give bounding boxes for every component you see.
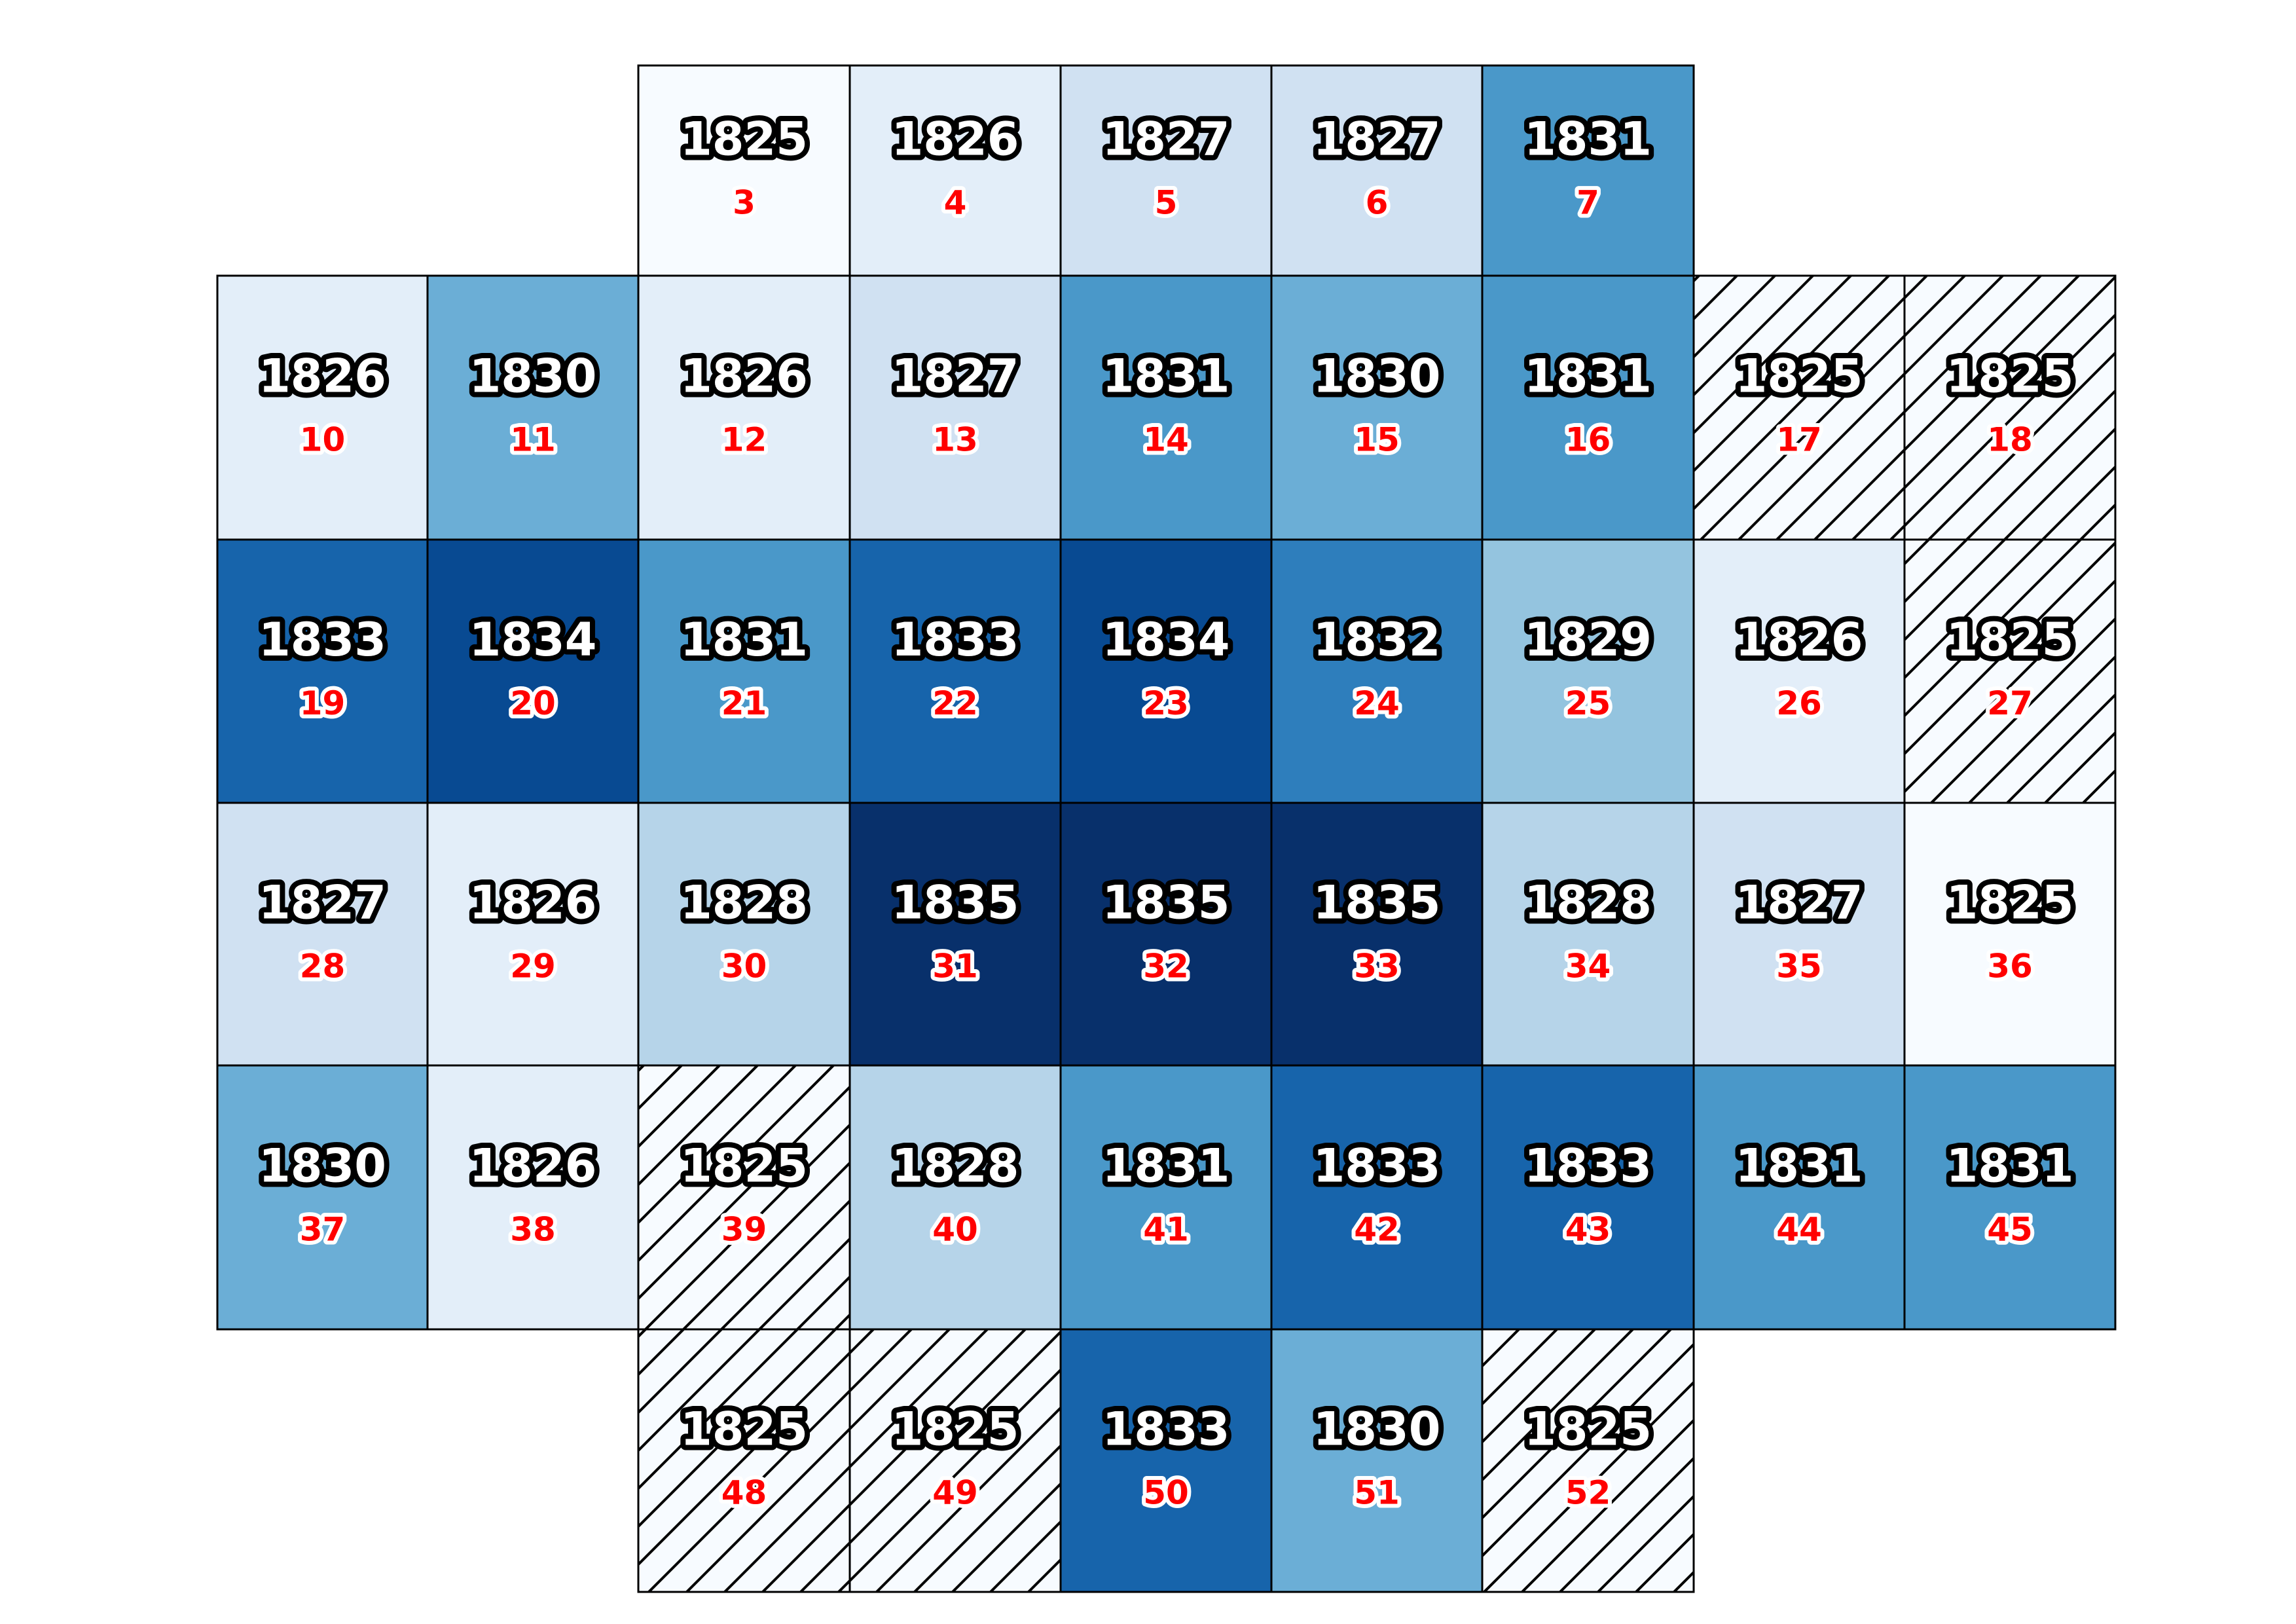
- cell-fill-21: [638, 540, 850, 803]
- cell-year-label-44: 1831: [1735, 1139, 1863, 1193]
- cell-year-label-25: 1829: [1524, 613, 1652, 667]
- cell-id-label-30: 30: [721, 947, 767, 986]
- cell-fill-20: [428, 540, 638, 803]
- cell-year-label-50: 1833: [1102, 1402, 1230, 1456]
- heatmap-cell-39: [638, 1065, 850, 1329]
- cell-year-label-42: 1833: [1313, 1139, 1441, 1193]
- cell-fill-42: [1271, 1065, 1482, 1329]
- heatmap-cell-25: [1482, 540, 1694, 803]
- cell-fill-14: [1061, 276, 1271, 540]
- cell-year-label-40: 1828: [891, 1139, 1019, 1193]
- cell-hatch-18: [1904, 276, 2115, 540]
- cell-fill-36: [1904, 803, 2115, 1065]
- cell-fill-44: [1694, 1065, 1904, 1329]
- heatmap-cell-36: [1904, 803, 2115, 1065]
- cell-year-label-12: 1826: [680, 349, 808, 403]
- heatmap-cell-33: [1271, 803, 1482, 1065]
- cell-fill-4: [850, 65, 1061, 276]
- cell-year-label-35: 1827: [1735, 876, 1863, 930]
- heatmap-cell-17: [1694, 276, 1904, 540]
- cell-id-label-22: 22: [932, 684, 978, 722]
- cell-id-label-27: 27: [1987, 684, 2033, 722]
- heatmap-cell-18: [1904, 276, 2115, 540]
- heatmap-cell-41: [1061, 1065, 1271, 1329]
- cell-fill-32: [1061, 803, 1271, 1065]
- cell-id-label-14: 14: [1143, 420, 1189, 459]
- heatmap-cell-40: [850, 1065, 1061, 1329]
- cell-id-label-38: 38: [510, 1210, 556, 1249]
- cell-fill-6: [1271, 65, 1482, 276]
- cell-fill-51: [1271, 1329, 1482, 1592]
- cell-id-label-24: 24: [1354, 684, 1400, 722]
- heatmap-cell-51: [1271, 1329, 1482, 1592]
- heatmap-cell-24: [1271, 540, 1482, 803]
- heatmap-cell-14: [1061, 276, 1271, 540]
- cell-id-label-15: 15: [1354, 420, 1400, 459]
- cell-year-label-4: 1826: [891, 112, 1019, 166]
- cell-year-label-3: 1825: [680, 112, 808, 166]
- heatmap-cells: [217, 65, 2115, 1592]
- heatmap-cell-37: [217, 1065, 428, 1329]
- cell-fill-11: [428, 276, 638, 540]
- cell-year-label-43: 1833: [1524, 1139, 1652, 1193]
- cell-id-label-48: 48: [721, 1473, 767, 1512]
- cell-year-label-31: 1835: [891, 876, 1019, 930]
- cell-year-label-10: 1826: [259, 349, 386, 403]
- heatmap-cell-50: [1061, 1329, 1271, 1592]
- cell-year-label-22: 1833: [891, 613, 1019, 667]
- cell-id-label-20: 20: [510, 684, 556, 722]
- heatmap-cell-44: [1694, 1065, 1904, 1329]
- cell-id-label-5: 5: [1154, 183, 1178, 222]
- cell-fill-7: [1482, 65, 1694, 276]
- cell-year-label-14: 1831: [1102, 349, 1230, 403]
- heatmap-cell-22: [850, 540, 1061, 803]
- cell-year-label-5: 1827: [1102, 112, 1230, 166]
- cell-year-label-21: 1831: [680, 613, 808, 667]
- heatmap-cell-49: [850, 1329, 1061, 1592]
- cell-id-label-26: 26: [1776, 684, 1822, 722]
- cell-fill-29: [428, 803, 638, 1065]
- heatmap-cell-48: [638, 1329, 850, 1592]
- cell-id-label-42: 42: [1354, 1210, 1400, 1249]
- cell-id-label-17: 17: [1776, 420, 1822, 459]
- cell-fill-33: [1271, 803, 1482, 1065]
- cell-fill-41: [1061, 1065, 1271, 1329]
- heatmap-cell-52: [1482, 1329, 1694, 1592]
- cell-year-label-7: 1831: [1524, 112, 1652, 166]
- cell-fill-34: [1482, 803, 1694, 1065]
- heatmap-cell-19: [217, 540, 428, 803]
- cell-fill-3: [638, 65, 850, 276]
- heatmap-cell-10: [217, 276, 428, 540]
- cell-id-label-51: 51: [1354, 1473, 1400, 1512]
- heatmap-cell-20: [428, 540, 638, 803]
- cell-fill-19: [217, 540, 428, 803]
- cell-year-label-37: 1830: [259, 1139, 386, 1193]
- cell-hatch-49: [850, 1329, 1061, 1592]
- cell-id-label-44: 44: [1776, 1210, 1822, 1249]
- cell-id-label-34: 34: [1565, 947, 1611, 986]
- heatmap-cell-29: [428, 803, 638, 1065]
- heatmap-cell-13: [850, 276, 1061, 540]
- cell-id-label-7: 7: [1576, 183, 1599, 222]
- cell-fill-5: [1061, 65, 1271, 276]
- heatmap-cell-6: [1271, 65, 1482, 276]
- cell-fill-24: [1271, 540, 1482, 803]
- cell-id-label-41: 41: [1143, 1210, 1189, 1249]
- heatmap-cell-38: [428, 1065, 638, 1329]
- heatmap-cell-4: [850, 65, 1061, 276]
- cell-year-label-18: 1825: [1946, 349, 2074, 403]
- cell-id-label-37: 37: [299, 1210, 346, 1249]
- heatmap-cell-32: [1061, 803, 1271, 1065]
- cell-year-label-17: 1825: [1735, 349, 1863, 403]
- cell-year-label-36: 1825: [1946, 876, 2074, 930]
- cell-id-label-33: 33: [1354, 947, 1400, 986]
- cell-id-label-10: 10: [299, 420, 346, 459]
- cell-year-label-41: 1831: [1102, 1139, 1230, 1193]
- cell-hatch-27: [1904, 540, 2115, 803]
- cell-id-label-35: 35: [1776, 947, 1822, 986]
- cell-year-label-20: 1834: [469, 613, 597, 667]
- cell-fill-10: [217, 276, 428, 540]
- cell-id-label-39: 39: [721, 1210, 767, 1249]
- cell-fill-13: [850, 276, 1061, 540]
- cell-fill-15: [1271, 276, 1482, 540]
- heatmap-cell-28: [217, 803, 428, 1065]
- cell-id-label-31: 31: [932, 947, 978, 986]
- cell-year-label-30: 1828: [680, 876, 808, 930]
- cell-year-label-11: 1830: [469, 349, 597, 403]
- cell-id-label-23: 23: [1143, 684, 1189, 722]
- cell-hatch-52: [1482, 1329, 1694, 1592]
- cell-id-label-3: 3: [733, 183, 756, 222]
- cell-year-label-26: 1826: [1735, 613, 1863, 667]
- cell-id-label-28: 28: [299, 947, 346, 986]
- cell-year-label-33: 1835: [1313, 876, 1441, 930]
- cell-id-label-52: 52: [1565, 1473, 1611, 1512]
- heatmap-cell-12: [638, 276, 850, 540]
- cell-hatch-39: [638, 1065, 850, 1329]
- cell-year-label-48: 1825: [680, 1402, 808, 1456]
- heatmap-cell-27: [1904, 540, 2115, 803]
- cell-id-label-16: 16: [1565, 420, 1611, 459]
- cell-fill-40: [850, 1065, 1061, 1329]
- cell-id-label-50: 50: [1143, 1473, 1189, 1512]
- cell-year-label-52: 1825: [1524, 1402, 1652, 1456]
- cell-fill-35: [1694, 803, 1904, 1065]
- cell-year-label-51: 1830: [1313, 1402, 1441, 1456]
- cell-year-label-45: 1831: [1946, 1139, 2074, 1193]
- cell-fill-26: [1694, 540, 1904, 803]
- cell-fill-38: [428, 1065, 638, 1329]
- heatmap-cell-3: [638, 65, 850, 276]
- cell-year-label-28: 1827: [259, 876, 386, 930]
- cell-id-label-43: 43: [1565, 1210, 1611, 1249]
- cell-year-label-27: 1825: [1946, 613, 2074, 667]
- cell-id-label-11: 11: [510, 420, 556, 459]
- heatmap-cell-7: [1482, 65, 1694, 276]
- cell-year-label-49: 1825: [891, 1402, 1019, 1456]
- heatmap-cell-31: [850, 803, 1061, 1065]
- cell-fill-43: [1482, 1065, 1694, 1329]
- cell-fill-37: [217, 1065, 428, 1329]
- cell-id-label-45: 45: [1987, 1210, 2033, 1249]
- cell-fill-12: [638, 276, 850, 540]
- heatmap-cell-23: [1061, 540, 1271, 803]
- heatmap-cell-30: [638, 803, 850, 1065]
- cell-year-label-6: 1827: [1313, 112, 1441, 166]
- cell-id-label-12: 12: [721, 420, 767, 459]
- cell-id-label-13: 13: [932, 420, 978, 459]
- cell-id-label-49: 49: [932, 1473, 978, 1512]
- heatmap-cell-11: [428, 276, 638, 540]
- cell-fill-23: [1061, 540, 1271, 803]
- cell-id-label-18: 18: [1987, 420, 2033, 459]
- cell-year-label-38: 1826: [469, 1139, 597, 1193]
- cell-year-label-16: 1831: [1524, 349, 1652, 403]
- cell-fill-16: [1482, 276, 1694, 540]
- cell-id-label-19: 19: [299, 684, 346, 722]
- heatmap-cell-45: [1904, 1065, 2115, 1329]
- heatmap-cell-35: [1694, 803, 1904, 1065]
- cell-fill-28: [217, 803, 428, 1065]
- cell-id-label-4: 4: [943, 183, 967, 222]
- heatmap-cell-34: [1482, 803, 1694, 1065]
- cell-fill-45: [1904, 1065, 2115, 1329]
- cell-year-label-39: 1825: [680, 1139, 808, 1193]
- heatmap-cell-16: [1482, 276, 1694, 540]
- cell-id-label-36: 36: [1987, 947, 2033, 986]
- cell-fill-31: [850, 803, 1061, 1065]
- heatmap-cell-21: [638, 540, 850, 803]
- cell-hatch-48: [638, 1329, 850, 1592]
- cell-id-label-6: 6: [1365, 183, 1389, 222]
- cell-id-label-32: 32: [1143, 947, 1189, 986]
- cell-fill-30: [638, 803, 850, 1065]
- heatmap-cell-5: [1061, 65, 1271, 276]
- cell-id-label-21: 21: [721, 684, 767, 722]
- cell-year-label-15: 1830: [1313, 349, 1441, 403]
- cell-id-label-25: 25: [1565, 684, 1611, 722]
- cell-id-label-29: 29: [510, 947, 556, 986]
- cell-year-label-32: 1835: [1102, 876, 1230, 930]
- cell-hatch-17: [1694, 276, 1904, 540]
- cell-year-label-13: 1827: [891, 349, 1019, 403]
- cell-year-label-23: 1834: [1102, 613, 1230, 667]
- cell-fill-25: [1482, 540, 1694, 803]
- heatmap-cell-15: [1271, 276, 1482, 540]
- cell-fill-50: [1061, 1329, 1271, 1592]
- heatmap-cell-42: [1271, 1065, 1482, 1329]
- heatmap-cell-43: [1482, 1065, 1694, 1329]
- cell-fill-22: [850, 540, 1061, 803]
- heatmap-cell-26: [1694, 540, 1904, 803]
- cell-year-label-24: 1832: [1313, 613, 1441, 667]
- cell-year-label-19: 1833: [259, 613, 386, 667]
- cell-id-label-40: 40: [932, 1210, 978, 1249]
- cell-year-label-29: 1826: [469, 876, 597, 930]
- cell-year-label-34: 1828: [1524, 876, 1652, 930]
